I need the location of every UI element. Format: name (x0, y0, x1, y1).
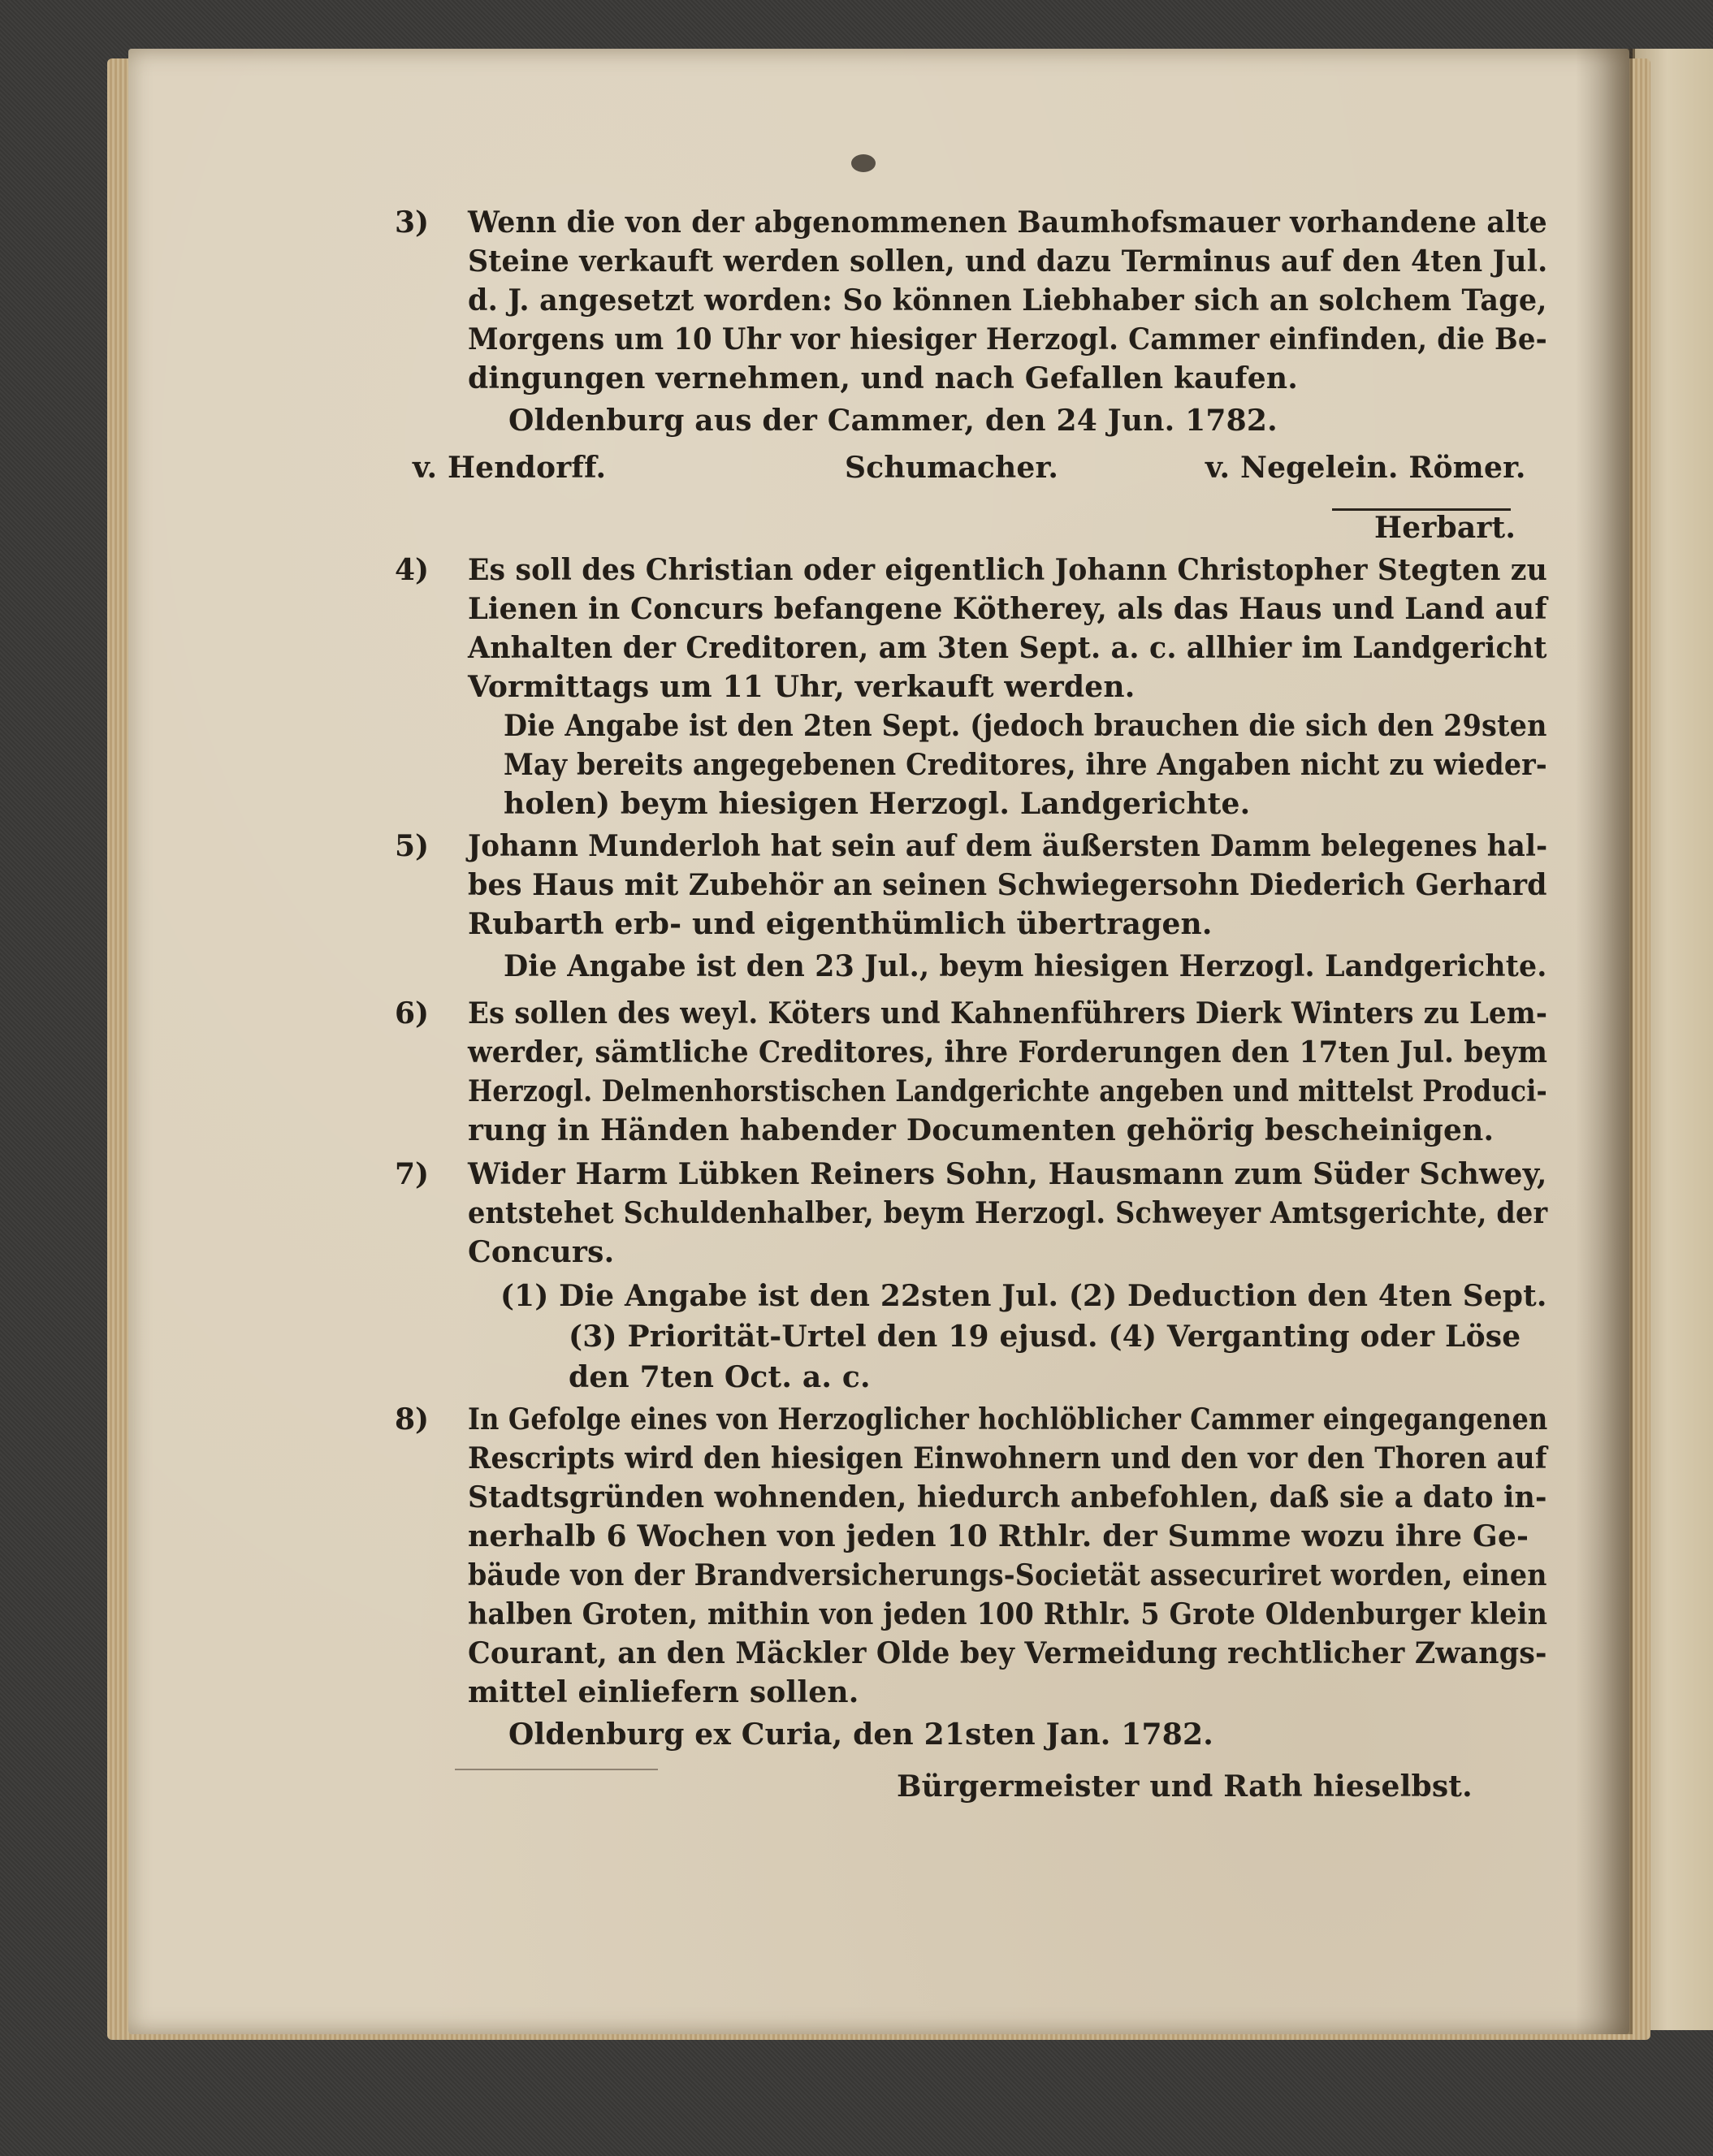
item-7-note-1: (1) Die Angabe ist den 22sten Jul. (2) Deduction den 4ten Sept. (500, 1279, 1547, 1313)
item-8-line-5: bäude von der Brandversicherungs-Societät assecuriret worden, einen (468, 1558, 1547, 1592)
item-7-note-2: (3) Priorität-Urtel den 19 ejusd. (4) Verganting oder Löse (569, 1320, 1521, 1354)
item-8-line-2: Rescripts wird den hiesigen Einwohnern und den vor den Thoren auf (468, 1441, 1547, 1475)
item-8-dateline: Oldenburg ex Curia, den 21sten Jan. 1782. (508, 1717, 1213, 1752)
item-7-line-2: entstehet Schuldenhalber, beym Herzogl. Schweyer Amtsgerichte, der (468, 1196, 1548, 1230)
item-number: 6) (395, 996, 430, 1030)
item-8-line-4: nerhalb 6 Wochen von jeden 10 Rthlr. der Summe wozu ihre Ge- (468, 1519, 1529, 1553)
item-8-line-1: In Gefolge eines von Herzoglicher hochlöblicher Cammer eingegangenen (468, 1402, 1548, 1437)
faint-rule (455, 1769, 658, 1770)
item-4-line-1: Es soll des Christian oder eigentlich Johann Christopher Stegten zu (468, 553, 1547, 587)
item-6-line-3: Herzogl. Delmenhorstischen Landgerichte angeben und mittelst Produci- (468, 1074, 1547, 1108)
item-8-line-8: mittel einliefern sollen. (468, 1675, 859, 1709)
signature-schumacher: Schumacher. (845, 451, 1059, 485)
item-8-line-6: halben Groten, mithin von jeden 100 Rthlr. 5 Grote Oldenburger klein (468, 1597, 1548, 1631)
item-4-note-3: holen) beym hiesigen Herzogl. Landgerichte. (504, 787, 1251, 821)
item-5-note-1: Die Angabe ist den 23 Jul., beym hiesigen Herzogl. Landgerichte. (504, 949, 1547, 983)
item-4-line-4: Vormittags um 11 Uhr, verkauft werden. (468, 670, 1136, 704)
item-number: 7) (395, 1157, 430, 1191)
item-5-line-2: bes Haus mit Zubehör an seinen Schwiegersohn Diederich Gerhard (468, 868, 1547, 902)
item-6-line-4: rung in Händen habender Documenten gehörig bescheinigen. (468, 1113, 1495, 1147)
item-5-line-1: Johann Munderloh hat sein auf dem äußersten Damm belegenes hal- (468, 829, 1548, 863)
item-7-line-1: Wider Harm Lübken Reiners Sohn, Hausmann zum Süder Schwey, (468, 1157, 1547, 1191)
item-3-line-4: Morgens um 10 Uhr vor hiesiger Herzogl. Cammer einfinden, die Be- (468, 322, 1547, 356)
item-4-note-2: May bereits angegebenen Creditores, ihre Angaben nicht zu wieder- (504, 748, 1547, 782)
item-4-line-2: Lienen in Concurs befangene Kötherey, als das Haus und Land auf (468, 592, 1547, 626)
item-3-line-5: dingungen vernehmen, und nach Gefallen kaufen. (468, 361, 1298, 395)
item-number: 4) (395, 553, 430, 587)
item-3-dateline: Oldenburg aus der Cammer, den 24 Jun. 1782. (508, 404, 1278, 438)
signature-hendorff: v. Hendorff. (413, 451, 607, 485)
item-number: 8) (395, 1402, 430, 1437)
item-6-line-2: werder, sämtliche Creditores, ihre Forderungen den 17ten Jul. beym (468, 1035, 1548, 1069)
item-4-note-1: Die Angabe ist den 2ten Sept. (jedoch brauchen die sich den 29sten (504, 709, 1547, 743)
item-8-line-3: Stadtsgründen wohnenden, hiedurch anbefohlen, daß sie a dato in- (468, 1480, 1547, 1514)
signature-negelein-roemer: v. Negelein. Römer. (1205, 451, 1526, 485)
item-number: 3) (395, 205, 430, 240)
item-8-signature: Bürgermeister und Rath hieselbst. (897, 1769, 1473, 1804)
item-3-line-1: Wenn die von der abgenommenen Baumhofsmauer vorhandene alte (468, 205, 1547, 240)
item-number: 5) (395, 829, 430, 863)
item-8-line-7: Courant, an den Mäckler Olde bey Vermeidung rechtlicher Zwangs- (468, 1636, 1547, 1670)
item-7-note-3: den 7ten Oct. a. c. (569, 1360, 871, 1394)
item-3-line-2: Steine verkauft werden sollen, und dazu Terminus auf den 4ten Jul. (468, 244, 1548, 279)
item-6-line-1: Es sollen des weyl. Köters und Kahnenführers Dierk Winters zu Lem- (468, 996, 1548, 1030)
item-5-line-3: Rubarth erb- und eigenthümlich übertragen. (468, 907, 1213, 941)
signature-herbart: Herbart. (1374, 511, 1516, 545)
item-7-line-3: Concurs. (468, 1235, 615, 1269)
item-3-line-3: d. J. angesetzt worden: So können Liebhaber sich an solchem Tage, (468, 283, 1547, 318)
item-4-line-3: Anhalten der Creditoren, am 3ten Sept. a. c. allhier im Landgericht (468, 631, 1547, 665)
